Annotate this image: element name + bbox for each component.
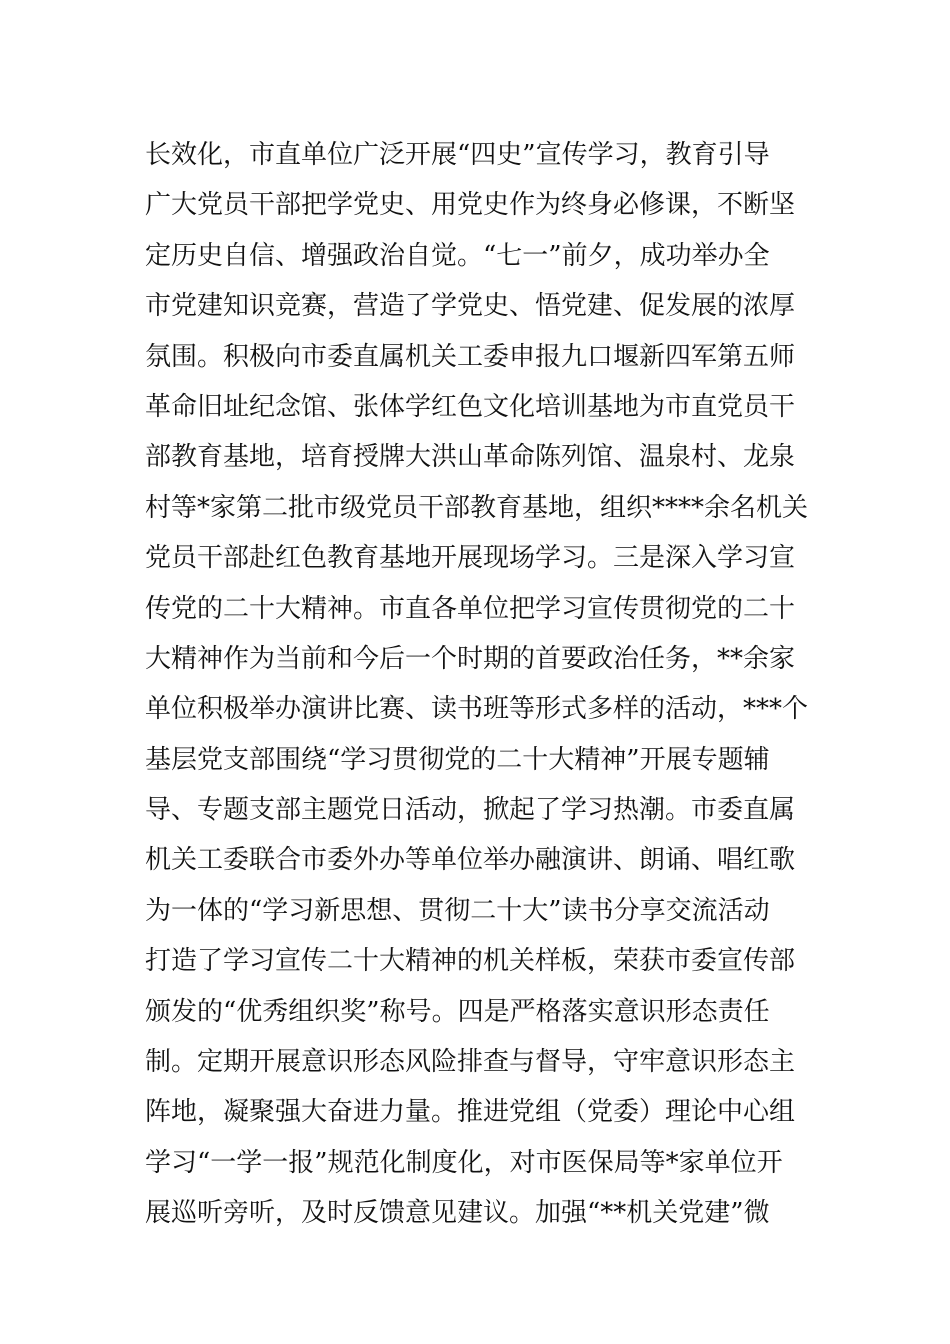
text-line: 为一体的“学习新思想、贯彻二十大”读书分享交流活动 — [145, 895, 770, 926]
text-line: 制。定期开展意识形态风险排查与督导，守牢意识形态主 — [145, 1047, 796, 1078]
text-line: 村等*家第二批市级党员干部教育基地，组织****余名机关 — [145, 492, 809, 523]
text-line: 传党的二十大精神。市直各单位把学习宣传贯彻党的二十 — [145, 593, 796, 624]
text-line: 部教育基地，培育授牌大洪山革命陈列馆、温泉村、龙泉 — [145, 442, 796, 473]
body-text — [145, 130, 815, 1239]
text-line: 市党建知识竞赛，营造了学党史、悟党建、促发展的浓厚 — [145, 291, 796, 322]
text-line: 颁发的“优秀组织奖”称号。四是严格落实意识形态责任 — [145, 996, 770, 1027]
text-line: 大精神作为当前和今后一个时期的首要政治任务，**余家 — [145, 643, 796, 674]
text-line: 广大党员干部把学党史、用党史作为终身必修课，不断坚 — [145, 190, 796, 221]
text-line: 氛围。积极向市委直属机关工委申报九口堰新四军第五师 — [145, 341, 796, 372]
text-line: 党员干部赴红色教育基地开展现场学习。三是深入学习宣 — [145, 543, 796, 574]
text-line: 基层党支部围绕“学习贯彻党的二十大精神”开展专题辅 — [145, 744, 770, 775]
text-line: 打造了学习宣传二十大精神的机关样板，荣获市委宣传部 — [145, 946, 796, 977]
text-line: 机关工委联合市委外办等单位举办融演讲、朗诵、唱红歌 — [145, 845, 796, 876]
text-line: 长效化，市直单位广泛开展“四史”宣传学习，教育引导 — [145, 140, 770, 170]
text-line: 定历史自信、增强政治自觉。“七一”前夕，成功举办全 — [145, 240, 770, 271]
text-line: 革命旧址纪念馆、张体学红色文化培训基地为市直党员干 — [145, 391, 796, 422]
text-line: 阵地，凝聚强大奋进力量。推进党组（党委）理论中心组 — [145, 1097, 796, 1128]
text-line: 展巡听旁听，及时反馈意见建议。加强“**机关党建”微 — [145, 1198, 770, 1229]
text-line: 学习“一学一报”规范化制度化，对市医保局等*家单位开 — [145, 1147, 783, 1178]
text-line: 导、专题支部主题党日活动，掀起了学习热潮。市委直属 — [145, 795, 796, 826]
text-line: 单位积极举办演讲比赛、读书班等形式多样的活动，***个 — [145, 694, 809, 725]
